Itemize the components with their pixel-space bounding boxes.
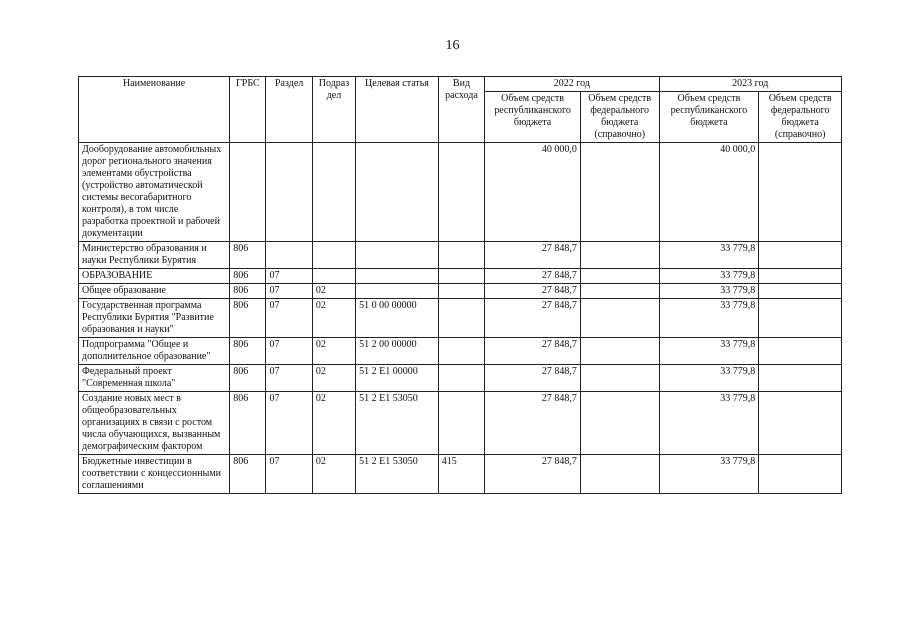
cell-rep-2023: 33 779,8 [659, 299, 759, 338]
cell-section [266, 143, 312, 242]
page-number: 16 [445, 38, 460, 53]
cell-rep-2022: 27 848,7 [485, 365, 581, 392]
cell-target-article [356, 143, 439, 242]
header-grbs: ГРБС [230, 77, 266, 143]
cell-subsection: 02 [312, 284, 355, 299]
cell-fed-2022 [580, 365, 659, 392]
cell-fed-2023 [759, 242, 842, 269]
cell-name: Подпрограмма "Общее и дополнительное образование" [79, 338, 230, 365]
cell-section: 07 [266, 284, 312, 299]
cell-fed-2023 [759, 365, 842, 392]
table-row [79, 455, 842, 494]
cell-name: Общее образование [79, 284, 230, 299]
header-year-2022: 2022 год [485, 77, 659, 92]
cell-expense-type [438, 284, 484, 299]
cell-fed-2023 [759, 455, 842, 494]
cell-fed-2023 [759, 338, 842, 365]
cell-subsection [312, 269, 355, 284]
header-fed-budget-2022: Объем средств федерального бюджета (справочно) [580, 92, 659, 143]
cell-rep-2022: 27 848,7 [485, 284, 581, 299]
cell-fed-2022 [580, 338, 659, 365]
cell-section: 07 [266, 365, 312, 392]
cell-rep-2022: 27 848,7 [485, 242, 581, 269]
cell-rep-2023: 40 000,0 [659, 143, 759, 242]
cell-fed-2023 [759, 299, 842, 338]
cell-section: 07 [266, 455, 312, 494]
cell-section [266, 242, 312, 269]
cell-rep-2022: 27 848,7 [485, 338, 581, 365]
table-row [79, 242, 842, 269]
cell-rep-2022: 27 848,7 [485, 299, 581, 338]
header-fed-budget-2023: Объем средств федерального бюджета (справочно) [759, 92, 842, 143]
cell-expense-type [438, 143, 484, 242]
cell-section: 07 [266, 269, 312, 284]
cell-rep-2022: 27 848,7 [485, 392, 581, 455]
cell-name: ОБРАЗОВАНИЕ [79, 269, 230, 284]
cell-rep-2023: 33 779,8 [659, 269, 759, 284]
cell-fed-2022 [580, 455, 659, 494]
cell-section: 07 [266, 299, 312, 338]
cell-grbs: 806 [230, 269, 266, 284]
cell-subsection [312, 143, 355, 242]
cell-grbs: 806 [230, 455, 266, 494]
cell-rep-2022: 27 848,7 [485, 269, 581, 284]
cell-name: Федеральный проект "Современная школа" [79, 365, 230, 392]
cell-subsection: 02 [312, 299, 355, 338]
cell-fed-2022 [580, 299, 659, 338]
cell-grbs: 806 [230, 392, 266, 455]
table-row [79, 392, 842, 455]
cell-rep-2023: 33 779,8 [659, 365, 759, 392]
cell-expense-type [438, 242, 484, 269]
cell-fed-2023 [759, 392, 842, 455]
cell-target-article [356, 242, 439, 269]
cell-target-article: 51 2 00 00000 [356, 338, 439, 365]
cell-grbs: 806 [230, 284, 266, 299]
cell-grbs: 806 [230, 338, 266, 365]
cell-name: Дооборудование автомобильных дорог регионального значения элементами обустройства (устройство автоматической системы весогабаритного контроля), в том числе разработка проектной и рабочей документации [79, 143, 230, 242]
cell-expense-type [438, 299, 484, 338]
table-row [79, 338, 842, 365]
cell-section: 07 [266, 338, 312, 365]
cell-name: Государственная программа Республики Бурятия "Развитие образования и науки" [79, 299, 230, 338]
cell-fed-2022 [580, 269, 659, 284]
cell-target-article: 51 2 E1 53050 [356, 455, 439, 494]
table-row [79, 284, 842, 299]
table-row [79, 299, 842, 338]
header-section: Раздел [266, 77, 312, 143]
cell-rep-2022: 40 000,0 [485, 143, 581, 242]
cell-expense-type [438, 269, 484, 284]
header-subsection: Подраз дел [312, 77, 355, 143]
cell-rep-2023: 33 779,8 [659, 338, 759, 365]
cell-target-article: 51 2 E1 53050 [356, 392, 439, 455]
cell-target-article [356, 269, 439, 284]
cell-name: Министерство образования и науки Республики Бурятия [79, 242, 230, 269]
header-rep-budget-2023: Объем средств республиканского бюджета [659, 92, 759, 143]
cell-name: Создание новых мест в общеобразовательных организациях в связи с ростом числа обучающихся, вызванным демографическим фактором [79, 392, 230, 455]
cell-section: 07 [266, 392, 312, 455]
header-rep-budget-2022: Объем средств республиканского бюджета [485, 92, 581, 143]
cell-rep-2022: 27 848,7 [485, 455, 581, 494]
cell-fed-2022 [580, 284, 659, 299]
cell-target-article: 51 0 00 00000 [356, 299, 439, 338]
table-row [79, 143, 842, 242]
table-row [79, 269, 842, 284]
table-row [79, 365, 842, 392]
cell-subsection: 02 [312, 455, 355, 494]
cell-fed-2022 [580, 143, 659, 242]
cell-grbs: 806 [230, 242, 266, 269]
cell-rep-2023: 33 779,8 [659, 242, 759, 269]
cell-fed-2023 [759, 143, 842, 242]
cell-grbs: 806 [230, 365, 266, 392]
cell-fed-2022 [580, 392, 659, 455]
header-target-article: Целевая статья [356, 77, 439, 143]
cell-subsection: 02 [312, 365, 355, 392]
cell-subsection: 02 [312, 392, 355, 455]
cell-grbs [230, 143, 266, 242]
cell-rep-2023: 33 779,8 [659, 455, 759, 494]
header-name: Наименование [79, 77, 230, 143]
cell-expense-type [438, 365, 484, 392]
cell-rep-2023: 33 779,8 [659, 284, 759, 299]
cell-grbs: 806 [230, 299, 266, 338]
cell-fed-2023 [759, 269, 842, 284]
header-year-2023: 2023 год [659, 77, 841, 92]
cell-fed-2022 [580, 242, 659, 269]
cell-name: Бюджетные инвестиции в соответствии с концессионными соглашениями [79, 455, 230, 494]
budget-table [78, 76, 842, 494]
cell-fed-2023 [759, 284, 842, 299]
cell-target-article: 51 2 E1 00000 [356, 365, 439, 392]
cell-rep-2023: 33 779,8 [659, 392, 759, 455]
header-expense-type: Вид расхода [438, 77, 484, 143]
cell-expense-type [438, 338, 484, 365]
cell-subsection [312, 242, 355, 269]
cell-expense-type [438, 392, 484, 455]
cell-subsection: 02 [312, 338, 355, 365]
cell-expense-type: 415 [438, 455, 484, 494]
cell-target-article [356, 284, 439, 299]
